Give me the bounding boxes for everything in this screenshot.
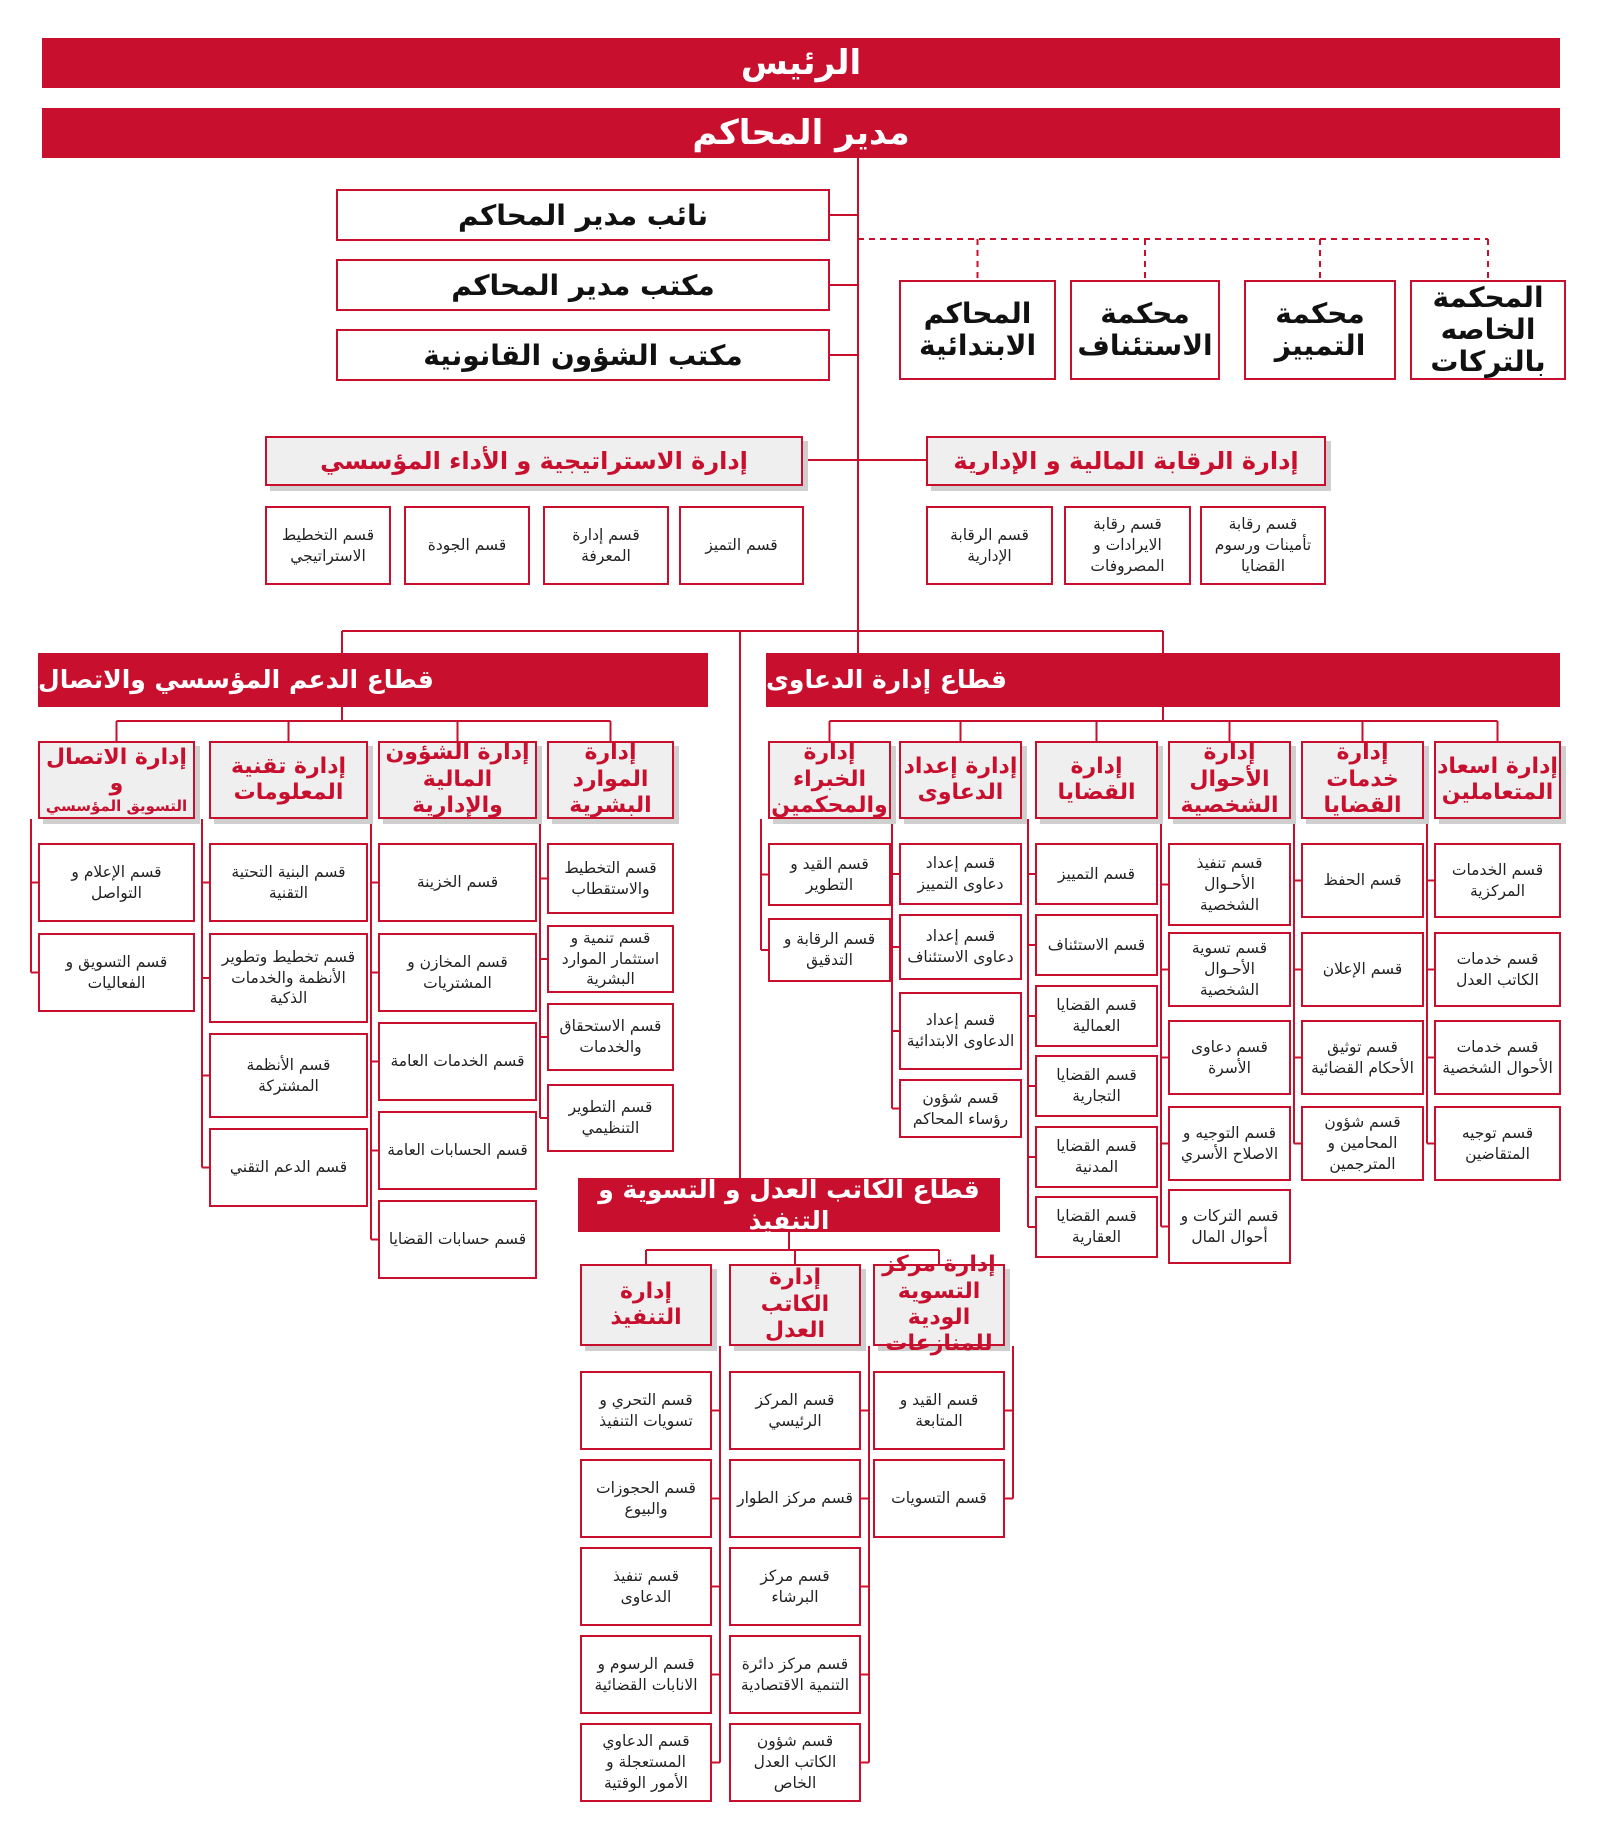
section-box: قسم التمييز [1035, 843, 1158, 905]
strategy-section-box: قسم إدارة المعرفة [543, 506, 669, 585]
section-box: قسم إعداد الدعاوى الابتدائية [899, 992, 1022, 1070]
court-box: محكمة التمييز [1244, 280, 1396, 380]
section-box: قسم التسويق و الفعاليات [38, 933, 195, 1012]
section-box: قسم القضايا العمالية [1035, 985, 1158, 1047]
strategy-section-box: قسم التخطيط الاستراتيجي [265, 506, 391, 585]
section-box: قسم الاستحقاق والخدمات [547, 1003, 674, 1071]
section-box: قسم الدعاوي المستعجلة و الأمور الوقتية [580, 1723, 712, 1802]
department-title: إدارة خدمات القضايا [1323, 740, 1402, 819]
court-box: المحكمة الخاصه بالتركات [1410, 280, 1566, 380]
department-title: إدارة الخبراء والمحكمين [771, 740, 888, 819]
section-box: قسم شؤون رؤساء المحاكم [899, 1079, 1022, 1138]
section-box: قسم البنية التحتية التقنية [209, 843, 368, 922]
department-header: إدارة مركز التسوية الودية للمنازعات [873, 1264, 1005, 1346]
section-box: قسم القضايا التجارية [1035, 1055, 1158, 1117]
section-box: قسم التخطيط والاستقطاب [547, 843, 674, 914]
department-title: إدارة القضايا [1057, 753, 1136, 805]
department-header [378, 741, 537, 819]
section-box: قسم الحفظ [1301, 843, 1424, 918]
section-box: قسم الحسابات العامة [378, 1111, 537, 1190]
section-box: قسم مركز البرشاء [729, 1547, 861, 1626]
strategy-section-box: قسم الجودة [404, 506, 530, 585]
department-title: إدارة اسعاد المتعاملين [1437, 753, 1558, 805]
section-box: قسم المركز الرئيسي [729, 1371, 861, 1450]
office-box: نائب مدير المحاكم [336, 189, 830, 241]
section-box: قسم القيد و المتابعة [873, 1371, 1005, 1450]
section-box: قسم الدعم التقني [209, 1128, 368, 1207]
section-box: قسم مركز دائرة التنمية الاقتصادية [729, 1635, 861, 1714]
section-box: قسم التحري و تسويات التنفيذ [580, 1371, 712, 1450]
cases-sector-banner: قطاع إدارة الدعاوى [766, 653, 1560, 707]
financial-section-box: قسم الرقابة الإدارية [926, 506, 1053, 585]
department-title: إدارة الاتصال و [46, 744, 187, 796]
section-box: قسم خدمات الأحوال الشخصية [1434, 1020, 1561, 1095]
department-header [209, 741, 368, 819]
section-box: قسم دعاوى الأسرة [1168, 1020, 1291, 1095]
section-box: قسم القيد و التطوير [768, 843, 891, 906]
section-box: قسم تنمية و استثمار الموارد البشرية [547, 925, 674, 993]
support-sector-banner: قطاع الدعم المؤسسي والاتصال [38, 653, 708, 707]
financial-section-box: قسم رقابة تأمينات ورسوم القضايا [1200, 506, 1326, 585]
section-box: قسم تنفيذ الدعاوى [580, 1547, 712, 1626]
strategy-admin-header: إدارة الاستراتيجية و الأداء المؤسسي [265, 436, 803, 486]
courts-director-banner: مدير المحاكم [42, 108, 1560, 158]
section-box: قسم الحجوزات والبيوع [580, 1459, 712, 1538]
section-box: قسم الاستئناف [1035, 914, 1158, 976]
financial-section-box: قسم رقابة الايرادات و المصروفات [1064, 506, 1191, 585]
department-header [1434, 741, 1561, 819]
department-header [38, 741, 195, 819]
strategy-section-box: قسم التميز [679, 506, 804, 585]
section-box: قسم الإعلام و التواصل [38, 843, 195, 922]
department-header [1301, 741, 1424, 819]
office-box: مكتب مدير المحاكم [336, 259, 830, 311]
section-box: قسم التسويات [873, 1459, 1005, 1538]
department-header [1168, 741, 1291, 819]
department-title: إدارة إعداد الدعاوى [903, 753, 1018, 805]
section-box: قسم شؤون الكاتب العدل الخاص [729, 1723, 861, 1802]
section-box: قسم الرسوم و الانابات القضائية [580, 1635, 712, 1714]
department-header [768, 741, 891, 819]
section-box: قسم حسابات القضايا [378, 1200, 537, 1279]
section-box: قسم الأنظمة المشتركة [209, 1033, 368, 1118]
president-banner: الرئيس [42, 38, 1560, 88]
section-box: قسم الرقابة و التدقيق [768, 918, 891, 982]
department-title: إدارة الشؤون المالية والإدارية [385, 740, 530, 819]
department-header [547, 741, 674, 819]
section-box: قسم التركات و أحوال المال [1168, 1189, 1291, 1264]
office-box: مكتب الشؤون القانونية [336, 329, 830, 381]
department-header: إدارة الكاتب العدل [729, 1264, 861, 1346]
section-box: قسم تسوية الأحـوال الشخصية [1168, 932, 1291, 1007]
section-box: قسم إعداد دعاوى الاستئناف [899, 914, 1022, 980]
section-box: قسم الخدمات العامة [378, 1022, 537, 1101]
department-header: إدارة التنفيذ [580, 1264, 712, 1346]
department-title: إدارة تقنية المعلومات [230, 753, 347, 805]
section-box: قسم إعداد دعاوى التمييز [899, 843, 1022, 905]
section-box: قسم الإعلان [1301, 932, 1424, 1007]
department-header [1035, 741, 1158, 819]
department-title: إدارة الأحوال الشخصية [1180, 740, 1279, 819]
section-box: قسم المخازن و المشتريات [378, 933, 537, 1012]
department-title-line2: التسويق المؤسسي [45, 797, 188, 816]
section-box: قسم القضايا المدنية [1035, 1126, 1158, 1188]
department-title: إدارة الموارد البشرية [569, 740, 652, 819]
section-box: قسم خدمات الكاتب العدل [1434, 932, 1561, 1007]
section-box: قسم تخطيط وتطوير الأنظمة والخدمات الذكية [209, 933, 368, 1023]
financial-admin-header: إدارة الرقابة المالية و الإدارية [926, 436, 1326, 486]
section-box: قسم التوجيه و الاصلاح الأسري [1168, 1106, 1291, 1181]
section-box: قسم توجيه المتقاضين [1434, 1106, 1561, 1181]
section-box: قسم القضايا العقارية [1035, 1196, 1158, 1258]
section-box: قسم مركز الطوار [729, 1459, 861, 1538]
court-box: محكمة الاستئناف [1070, 280, 1220, 380]
section-box: قسم التطوير التنظيمي [547, 1084, 674, 1152]
section-box: قسم الخدمات المركزية [1434, 843, 1561, 918]
department-header [899, 741, 1022, 819]
section-box: قسم توثيق الأحكام القضائية [1301, 1020, 1424, 1095]
section-box: قسم شؤون المحامين و المترجمين [1301, 1106, 1424, 1181]
court-box: المحاكم الابتدائية [899, 280, 1056, 380]
section-box: قسم الخزينة [378, 843, 537, 922]
notary-sector-banner: قطاع الكاتب العدل و التسوية و التنفيذ [578, 1178, 1000, 1232]
section-box: قسم تنفيذ الأحـوال الشخصية [1168, 843, 1291, 926]
